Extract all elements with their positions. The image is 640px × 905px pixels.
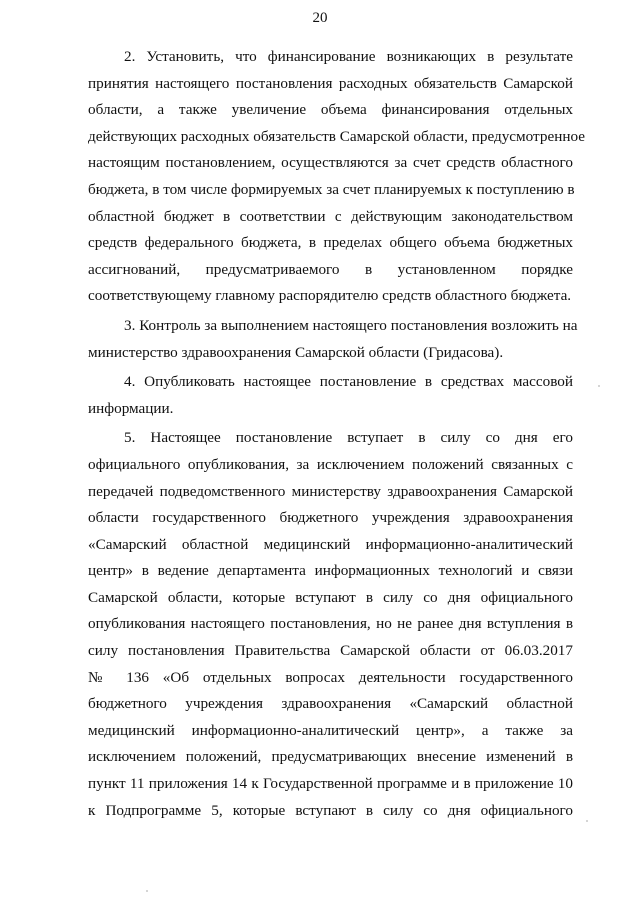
text-line: пункт 11 приложения 14 к Государственной программе и в приложение 10 <box>88 775 573 793</box>
text-line: 5. Настоящее постановление вступает в силу со дня его <box>124 429 573 447</box>
text-line: силу постановления Правительства Самарской области от 06.03.2017 <box>88 642 573 660</box>
paragraph-3 <box>88 313 578 366</box>
text-line: настоящим постановлением, осуществляются за счет средств областного <box>88 154 573 172</box>
text-line: 2. Установить, что финансирование возникающих в результате <box>124 48 573 65</box>
text-line: 4. Опубликовать настоящее постановление в средствах массовой <box>124 373 573 391</box>
text-line: министерство здравоохранения Самарской области (Гридасова). <box>88 343 504 361</box>
text-line: «Самарский областной медицинский информационно-аналитический <box>88 535 573 553</box>
text-line: ассигнований, предусматриваемого в установленном порядке <box>88 260 573 278</box>
text-line: действующих расходных обязательств Самарской области, предусмотренное <box>88 127 585 145</box>
text-line: бюджетного учреждения здравоохранения «Самарский областной <box>88 695 573 713</box>
paragraph-4 <box>88 369 573 422</box>
text-line: средств федерального бюджета, в пределах общего объема бюджетных <box>88 234 573 252</box>
text-line: областной бюджет в соответствии с действующим законодательством <box>88 207 573 225</box>
page-number: 20 <box>312 10 328 26</box>
scan-speck <box>146 890 148 892</box>
text-line: области государственного бюджетного учреждения здравоохранения <box>88 509 573 527</box>
document-body <box>88 44 585 824</box>
text-line: информации. <box>88 399 174 417</box>
text-line: 3. Контроль за выполнением настоящего постановления возложить на <box>124 316 578 334</box>
paragraph-5 <box>88 425 573 824</box>
text-line: центр» в ведение департамента информационных технологий и связи <box>88 562 573 580</box>
text-line: Самарской области, которые вступают в силу со дня официального <box>88 588 573 606</box>
text-line: области, а также увеличение объема финансирования отдельных <box>88 101 573 119</box>
scan-speck <box>586 820 588 822</box>
scan-speck <box>598 385 600 387</box>
text-line: опубликования настоящего постановления, но не ранее дня вступления в <box>88 615 573 633</box>
paragraph-2 <box>88 44 585 310</box>
text-line: передачей подведомственного министерству здравоохранения Самарской <box>88 482 573 500</box>
text-line: исключением положений, предусматривающих внесение изменений в <box>88 748 573 766</box>
text-line: принятия настоящего постановления расходных обязательств Самарской <box>88 74 573 92</box>
text-line: медицинский информационно-аналитический центр», а также за <box>88 721 573 739</box>
text-line: бюджета, в том числе формируемых за счет планируемых к поступлению в <box>88 180 575 198</box>
text-line: № 136 «Об отдельных вопросах деятельности государственного <box>88 668 573 686</box>
text-line: официального опубликования, за исключением положений связанных с <box>88 455 573 473</box>
text-line: к Подпрограмме 5, которые вступают в силу со дня официального <box>88 801 573 819</box>
text-line: соответствующему главному распорядителю средств областного бюджета. <box>88 287 572 305</box>
